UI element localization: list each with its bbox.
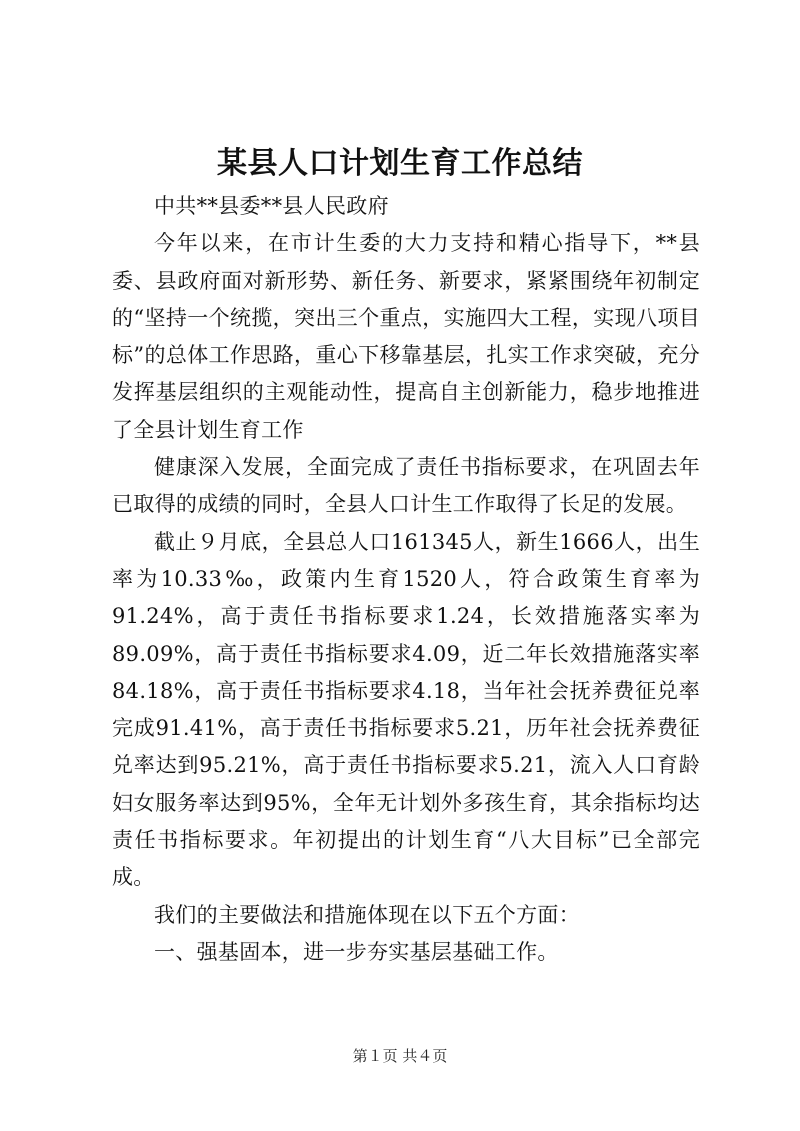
section-heading: 一、强基固本，进一步夯实基层基础工作。 — [154, 939, 559, 964]
page-number-footer: 第１页 共４页 — [352, 1047, 448, 1065]
document-title: 某县人口计划生育工作总结 — [217, 146, 583, 181]
author-line: 中共**县委**县人民政府 — [154, 194, 389, 218]
paragraph: 健康深入发展，全面完成了责任书指标要求，在巩固去年已取得的成绩的同时，全县人口计生工作取得了长足的发展。 — [112, 455, 700, 517]
paragraph: 我们的主要做法和措施体现在以下五个方面： — [154, 902, 580, 927]
paragraph: 今年以来，在市计生委的大力支持和精心指导下，**县委、县政府面对新形势、新任务、新要求，紧紧围绕年初制定的“坚持一个统揽，突出三个重点，实施四大工程，实现八项目标”的总体工作思路，重心下移靠基层，扎实工作求突破，充分发挥基层组织的主观能动性，提高自主创新能力，稳步地推进了全县计划生育工作 — [112, 231, 700, 442]
document-body — [112, 188, 700, 971]
paragraph: 截止９月底，全县总人口161345人，新生1666人，出生率为10.33‰，政策内生育1520人，符合政策生育率为91.24%，高于责任书指标要求1.24，长效措施落实率为89.09%，高于责任书指标要求4.09，近二年长效措施落实率84.18%，高于责任书指标要求4.18，当年社会抚养费征兑率完成91.41%，高于责任书指标要求5.21，历年社会抚养费征兑率达到95.21%，高于责任书指标要求5.21，流入人口育龄妇女服务率达到95%，全年无计划外多孩生育，其余指标均达责任书指标要求。年初提出的计划生育“八大目标”已全部完成。 — [112, 529, 700, 890]
